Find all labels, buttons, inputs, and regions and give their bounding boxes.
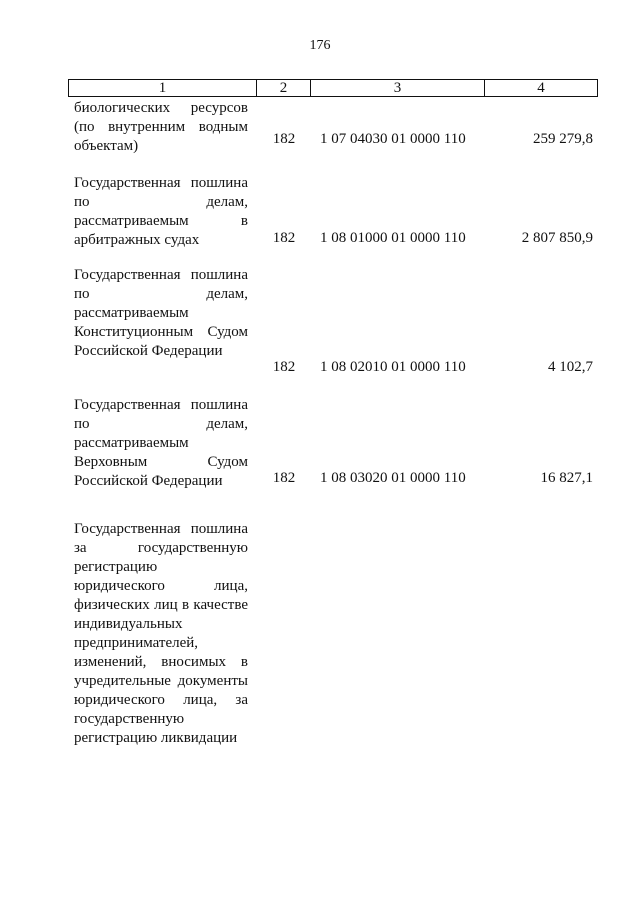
row-amount: 259 279,8 [533,131,593,147]
row-amount: 4 102,7 [548,359,593,375]
column-header-3: 3 [311,80,485,96]
page-number: 176 [309,38,331,53]
row-admin-code: 182 [272,359,296,375]
column-header-2: 2 [257,80,311,96]
row-budget-code: 1 07 04030 01 0000 110 [320,131,466,147]
row-budget-code: 1 08 02010 01 0000 110 [320,359,466,375]
row-description: Государственная пошлина по делам, рассматриваемым Конституционным Судом Российской Федерации [74,267,248,359]
row-description: биологических ресурсов (по внутренним водным объектам) [74,100,248,154]
column-header-4: 4 [537,80,545,96]
row-admin-code: 182 [272,230,296,246]
row-amount: 2 807 850,9 [521,230,593,246]
row-budget-code: 1 08 01000 01 0000 110 [320,230,466,246]
row-description: Государственная пошлина по делам, рассматриваемым в арбитражных судах [74,175,248,248]
row-admin-code: 182 [272,470,296,486]
row-description: Государственная пошлина по делам, рассматриваемым Верховным Судом Российской Федерации [74,397,248,489]
row-budget-code: 1 08 03020 01 0000 110 [320,470,466,486]
row-admin-code: 182 [272,131,296,147]
row-description: Государственная пошлина за государственную регистрацию юридического лица, физических лиц в качестве индивидуальных предпринимателей, изменений, вносимых в учредительные документы юридического лица, за государственную регистрацию ликвидации [74,521,248,746]
table-header-row [68,79,598,97]
column-header-1: 1 [69,80,257,96]
row-amount: 16 827,1 [540,470,593,486]
